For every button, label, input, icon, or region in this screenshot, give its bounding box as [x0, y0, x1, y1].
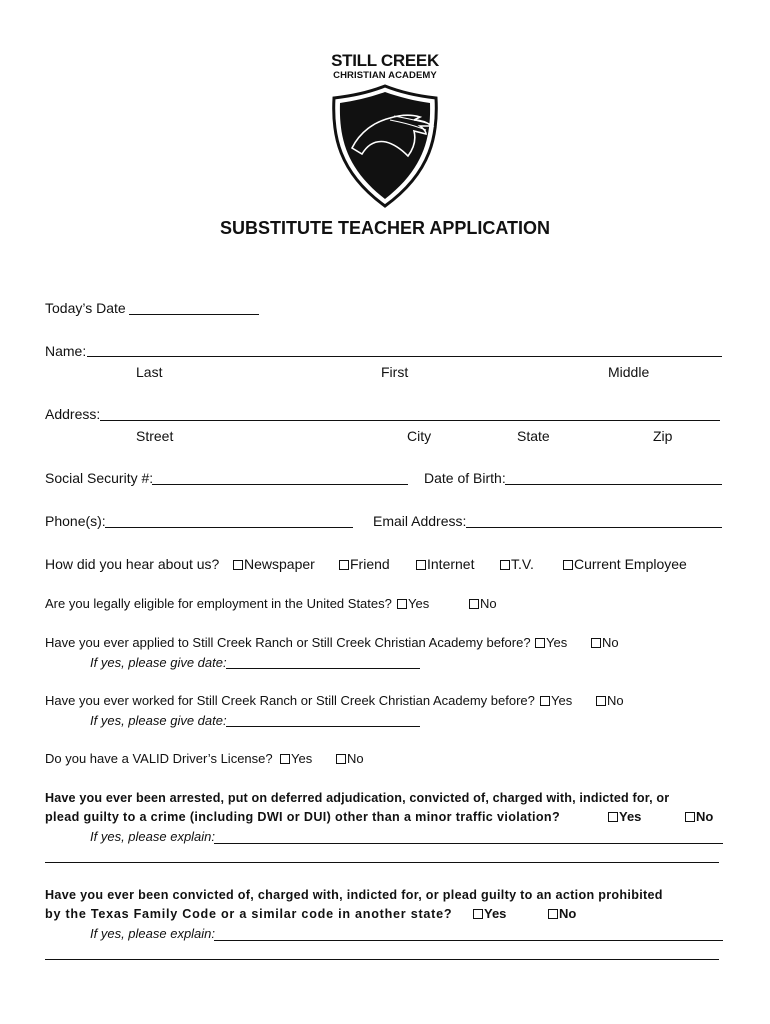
- license-question: Do you have a VALID Driver’s License?: [45, 751, 273, 766]
- applied-date-field[interactable]: [226, 668, 420, 669]
- worked-yes-option[interactable]: Yes: [540, 693, 572, 709]
- arrested-yes-option[interactable]: Yes: [608, 809, 641, 825]
- checkbox-icon[interactable]: [535, 638, 545, 648]
- arrested-no-option[interactable]: No: [685, 809, 713, 825]
- worked-question: Have you ever worked for Still Creek Ranch or Still Creek Christian Academy before?: [45, 693, 535, 708]
- checkbox-icon[interactable]: [500, 560, 510, 570]
- hear-option-friend[interactable]: Friend: [339, 556, 390, 573]
- name-field[interactable]: [87, 356, 722, 357]
- checkbox-icon[interactable]: [416, 560, 426, 570]
- addr-street-caption: Street: [136, 428, 174, 444]
- address-label: Address:: [45, 406, 101, 422]
- hear-option-current-employee[interactable]: Current Employee: [563, 556, 687, 573]
- checkbox-icon[interactable]: [280, 754, 290, 764]
- name-middle-caption: Middle: [608, 364, 650, 380]
- applied-question: Have you ever applied to Still Creek Ranch or Still Creek Christian Academy before?: [45, 635, 531, 650]
- checkbox-icon[interactable]: [548, 909, 558, 919]
- arrested-followup-label: If yes, please explain:: [90, 829, 216, 844]
- hear-option-internet[interactable]: Internet: [416, 556, 474, 573]
- todays-date-label: Today’s Date: [45, 300, 126, 316]
- checkbox-icon[interactable]: [397, 599, 407, 609]
- address-field[interactable]: [100, 420, 720, 421]
- dob-field[interactable]: [505, 484, 722, 485]
- license-yes-option[interactable]: Yes: [280, 751, 312, 767]
- applied-no-option[interactable]: No: [591, 635, 619, 651]
- logo-wordmark: [300, 52, 470, 81]
- family-code-followup-label: If yes, please explain:: [90, 926, 216, 941]
- logo-line-2: CHRISTIAN ACADEMY: [333, 70, 437, 81]
- ssn-field[interactable]: [152, 484, 408, 485]
- family-code-yes-option[interactable]: Yes: [473, 906, 506, 922]
- family-code-explain-field[interactable]: [214, 940, 723, 941]
- family-code-no-option[interactable]: No: [548, 906, 576, 922]
- checkbox-icon[interactable]: [473, 909, 483, 919]
- worked-no-option[interactable]: No: [596, 693, 624, 709]
- checkbox-icon[interactable]: [336, 754, 346, 764]
- license-no-option[interactable]: No: [336, 751, 364, 767]
- checkbox-icon[interactable]: [596, 696, 606, 706]
- addr-zip-caption: Zip: [653, 428, 673, 444]
- name-first-caption: First: [381, 364, 409, 380]
- worked-followup-label: If yes, please give date:: [90, 713, 227, 728]
- logo-line-1: STILL CREEK: [331, 51, 439, 70]
- hear-option-tv[interactable]: T.V.: [500, 556, 534, 573]
- eligible-yes-option[interactable]: Yes: [397, 596, 429, 612]
- family-code-question-line2: by the Texas Family Code or a similar code in another state?: [45, 907, 453, 921]
- name-last-caption: Last: [136, 364, 163, 380]
- checkbox-icon[interactable]: [685, 812, 695, 822]
- family-code-question-line1: Have you ever been convicted of, charged with, indicted for, or plead guilty to an action prohibited: [45, 888, 663, 902]
- email-label: Email Address:: [373, 513, 467, 529]
- ssn-label: Social Security #:: [45, 470, 154, 486]
- phone-field[interactable]: [105, 527, 353, 528]
- addr-city-caption: City: [407, 428, 432, 444]
- checkbox-icon[interactable]: [233, 560, 243, 570]
- hear-option-newspaper[interactable]: Newspaper: [233, 556, 315, 573]
- eligible-no-option[interactable]: No: [469, 596, 497, 612]
- checkbox-icon[interactable]: [339, 560, 349, 570]
- hear-question: How did you hear about us?: [45, 556, 220, 572]
- todays-date-field[interactable]: [129, 314, 259, 315]
- phone-label: Phone(s):: [45, 513, 106, 529]
- name-label: Name:: [45, 343, 87, 359]
- eligible-question: Are you legally eligible for employment in the United States?: [45, 596, 392, 611]
- checkbox-icon[interactable]: [591, 638, 601, 648]
- applied-followup-label: If yes, please give date:: [90, 655, 227, 670]
- dob-label: Date of Birth:: [424, 470, 506, 486]
- page-title: SUBSTITUTE TEACHER APPLICATION: [219, 218, 550, 238]
- arrested-question-line1: Have you ever been arrested, put on deferred adjudication, convicted of, charged with, indicted for, or: [45, 791, 670, 805]
- worked-date-field[interactable]: [226, 726, 420, 727]
- checkbox-icon[interactable]: [540, 696, 550, 706]
- addr-state-caption: State: [517, 428, 550, 444]
- checkbox-icon[interactable]: [469, 599, 479, 609]
- shield-horse-logo-icon: [330, 84, 440, 208]
- applied-yes-option[interactable]: Yes: [535, 635, 567, 651]
- email-field[interactable]: [466, 527, 722, 528]
- family-code-explain-field-2[interactable]: [45, 959, 719, 960]
- arrested-explain-field[interactable]: [214, 843, 723, 844]
- checkbox-icon[interactable]: [563, 560, 573, 570]
- arrested-question-line2: plead guilty to a crime (including DWI or DUI) other than a minor traffic violation?: [45, 810, 560, 824]
- checkbox-icon[interactable]: [608, 812, 618, 822]
- arrested-explain-field-2[interactable]: [45, 862, 719, 863]
